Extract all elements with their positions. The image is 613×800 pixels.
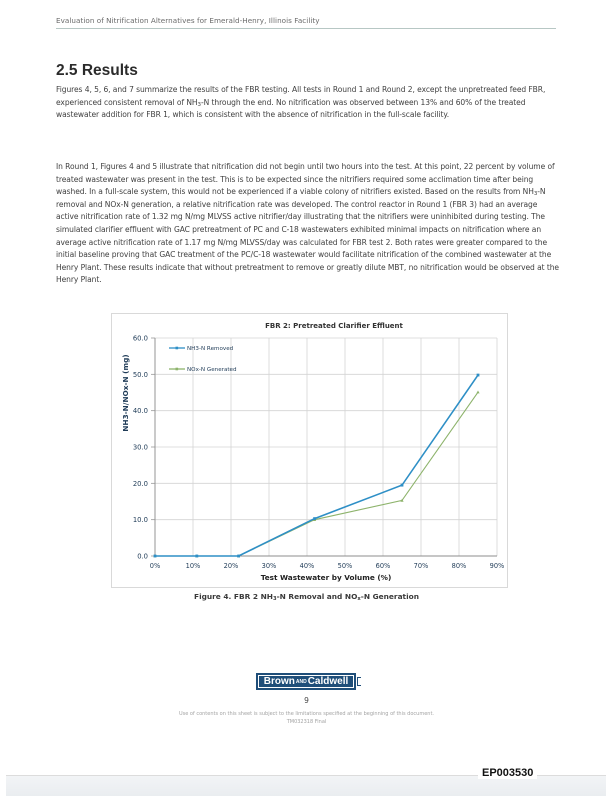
y-tick-label: 30.0 <box>132 443 148 452</box>
data-marker <box>401 484 404 487</box>
x-tick-label: 0% <box>149 562 161 570</box>
figure-caption: Figure 4. FBR 2 $NH_3-N$ Removal and $NO_x-N$ Generation <box>194 592 419 602</box>
y-tick-label: 0.0 <box>137 552 148 561</box>
y-tick-label: 40.0 <box>132 407 148 416</box>
legend-marker <box>176 368 179 371</box>
running-header: Evaluation of Nitrification Alternatives for Emerald-Henry, Illinois Facility <box>56 16 556 29</box>
page-number: 9 <box>304 696 309 705</box>
y-tick-label: 60.0 <box>132 334 148 343</box>
x-tick-label: 20% <box>223 562 239 570</box>
x-tick-label: 30% <box>261 562 277 570</box>
y-axis-label: NH3-N/NOx-N (mg) <box>121 354 130 432</box>
x-tick-label: 10% <box>185 562 201 570</box>
series-line-nox-generated <box>155 392 478 556</box>
brown-and-caldwell-logo: Brown AND Caldwell <box>256 673 356 690</box>
disclaimer: Use of contents on this sheet is subject to the limitations specified at the beginning of this document. TM032318 Final <box>178 711 435 725</box>
logo-bracket-icon <box>357 677 361 686</box>
legend-label: NH3-N Removed <box>187 346 234 352</box>
bates-number: EP003530 <box>478 767 537 779</box>
x-tick-label: 90% <box>489 562 505 570</box>
bates-band <box>6 776 606 796</box>
data-marker <box>195 555 198 558</box>
y-tick-label: 50.0 <box>132 370 148 379</box>
chart-title: FBR 2: Pretreated Clarifier Effluent <box>265 322 403 330</box>
x-axis-label: Test Wastewater by Volume (%) <box>260 573 392 582</box>
fbr2-chart <box>111 313 508 588</box>
line-chart <box>112 314 509 589</box>
data-marker <box>313 517 316 520</box>
x-tick-label: 60% <box>375 562 391 570</box>
results-paragraph-1: Figures 4, 5, 6, and 7 summarize the results of the FBR testing. All tests in Round 1 and Round 2, except the unpretreated feed FBR, experienced consistent removal of $NH_3-N$ through the end. No nitrification was observed between 13% and 60% of the treated wastewater addition for FBR 1, which is consistent with the absence of nitrification in the full-scale facility. <box>56 85 546 120</box>
legend-marker <box>176 347 179 350</box>
x-tick-label: 80% <box>451 562 467 570</box>
x-tick-label: 50% <box>337 562 353 570</box>
data-marker <box>154 555 157 558</box>
results-paragraph-2: In Round 1, Figures 4 and 5 illustrate that nitrification did not begin until two hours into the test. At this point, 22 percent by volume of treated wastewater was present in the test. This is to be expected since the nitrifiers required some acclimation time after being washed. In a full-scale system, this would not be experienced if a viable colony of nitrifiers existed. Based on the results from $NH_3-N$ removal and NOx-N generation, a relative nitrification rate was developed. The control reactor in Round 1 (FBR 3) had an average active nitrification rate of 1.32 mg N/mg MLVSS active nitrifier/day illustrating that the nitrifiers were uninhibited during testing. The simulated clarifier effluent with GAC pretreatment of PC and C-18 wastewaters exhibited minimal impacts on nitrification where an average active nitrification rate of 1.17 mg N/mg MLVSS/day was calculated for FBR test 2. Both rates were greater compared to the initial baseline proving that GAC treatment of the PC/C-18 wastewater would facilitate nitrification of the combined wastewater at the Henry Plant. These results indicate that without pretreatment to remove or greatly dilute MBT, no nitrification would be observed at the Henry Plant. <box>56 162 559 285</box>
x-tick-label: 40% <box>299 562 315 570</box>
data-marker <box>476 391 479 394</box>
y-tick-label: 20.0 <box>132 479 148 488</box>
data-marker <box>237 555 240 558</box>
y-tick-label: 10.0 <box>132 516 148 525</box>
data-marker <box>477 374 480 377</box>
legend-label: NOx-N Generated <box>187 367 237 373</box>
section-title: 2.5 Results <box>56 62 138 79</box>
series-line-nh3-removed <box>155 375 478 556</box>
x-tick-label: 70% <box>413 562 429 570</box>
